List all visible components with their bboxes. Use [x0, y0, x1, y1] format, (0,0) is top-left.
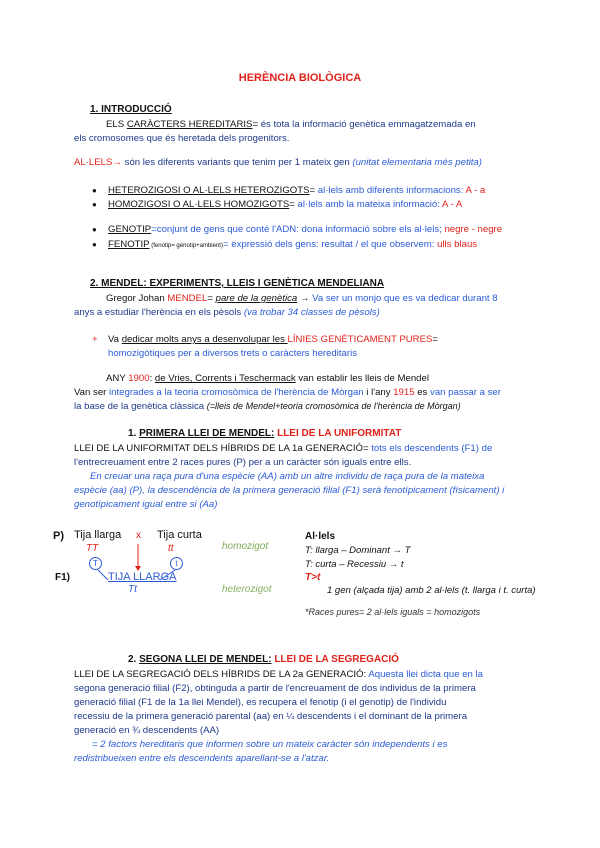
intro-line-1: ELS CARÀCTERS HEREDITARIS= és tota la informació genètica emmagatzemada en: [106, 119, 476, 130]
genotype-TT: TT: [86, 543, 99, 554]
pure-races-note: *Races pures= 2 al·lels iguals = homozigots: [305, 607, 481, 617]
law2-heading: 2. SEGONA LLEI DE MENDEL: LLEI DE LA SEGREGACIÓ: [128, 654, 399, 665]
cross-symbol: x: [136, 530, 141, 541]
section-heading-introduccio: 1. INTRODUCCIÓ: [90, 104, 172, 115]
f1-label: F1): [55, 572, 70, 583]
parental-label: P): [53, 530, 64, 542]
law2-line-1: LLEI DE LA SEGREGACIÓ DELS HÍBRIDS DE LA 2a GENERACIÓ: Aquesta llei dicta que en la: [74, 669, 483, 680]
genotype-Tt: Tt: [128, 584, 137, 595]
heterozigosi-item: HETEROZIGOSI O AL·LELS HETEROZIGOTS= al·lels amb diferents informacions: A - a: [108, 185, 486, 196]
law1-line-2: l'entrecreuament entre 2 races pures (P) per a un caràcter són iguals entre ells.: [74, 457, 412, 468]
heterozigot-label: heterozigot: [222, 584, 272, 595]
plus-marker: +: [92, 334, 98, 345]
integrades-line-2: la base de la genètica clàssica (=lleis de Mendel+teoria cromosòmica de l'herència de Mòrgan): [74, 401, 461, 412]
tall-stem-label: Tija llarga: [74, 529, 122, 541]
any-1900-line: ANY 1900: de Vries, Corrents i Teschermack van establir les lleis de Mendel: [106, 373, 429, 384]
section-heading-mendel: 2. MENDEL: EXPERIMENTS, LLEIS I GENÈTICA MENDELIANA: [90, 278, 385, 289]
gamete-T-circle: T: [89, 557, 102, 570]
f1-tall-stem: TIJA LLARGA: [108, 571, 177, 583]
bullet-icon: ●: [92, 240, 97, 249]
bullet-icon: ●: [92, 200, 97, 209]
law2-explanation-2: redistribueixen entre els descendents aparellant-se a l'atzar.: [74, 753, 330, 764]
law1-example-2: espècie (aa) (P), la descendència de la primera generació filial (F1) serà fenotípicament (físicament) i: [74, 485, 505, 496]
fenotip-item: FENOTIP (fenotip= genotip+ambient)= expressió dels gens: resultat / el que observem: ulls blaus: [108, 239, 478, 250]
page-title: HERÈNCIA BIOLÒGICA: [238, 72, 362, 84]
law1-example-1: En creuar una raça pura d'una espècie (AA) amb un altre individu de raça pura de la mateixa: [90, 471, 485, 482]
integrades-line-1: Van ser integrades a la teoria cromosòmica de l'herència de Mòrgan i l'any 1915 es van passar a ser: [74, 387, 501, 398]
linies-pures-line-2: homozigòtiques per a diversos trets o caràcters hereditaris: [108, 348, 358, 359]
allele-recessive: T: curta – Recessiu → t: [305, 559, 404, 570]
allele-dominant: T: llarga – Dominant → T: [305, 545, 411, 556]
mendel-line-2: anys a estudiar l'herència en els pèsols (va trobar 34 classes de pèsols): [74, 307, 380, 318]
short-stem-label: Tija curta: [157, 529, 202, 541]
law2-explanation-1: = 2 factors hereditaris que informen sobre un mateix caràcter són independents i es: [92, 739, 448, 750]
genotip-item: GENOTIP=conjunt de gens que conté l'ADN: dona informació sobre els al·lels; negre - negre: [108, 224, 503, 235]
arrow-line-left: [98, 570, 108, 580]
alels-definition: AL·LELS→ són les diferents variants que tenim per 1 mateix gen (unitat elementaria més petita): [74, 157, 482, 168]
homozigosi-item: HOMOZIGOSI O AL·LELS HOMOZIGOTS= al·lels amb la mateixa informació: A - A: [108, 199, 463, 210]
law1-example-3: genotípicament igual entre si (Aa): [74, 499, 218, 510]
alels-title: Al·lels: [305, 531, 336, 542]
bullet-icon: ●: [92, 225, 97, 234]
gene-description: 1 gen (alçada tija) amb 2 al·lels (t. llarga i t. curta): [327, 585, 536, 596]
gamete-t-circle: t: [170, 557, 183, 570]
law2-line-2: segona generació filial (F2), obtinguda a partir de l'encreuament de dos individus de la primera: [74, 683, 476, 694]
law2-line-3: generació filial (F1 de la 1a llei Mendel), es recupera el fenotip (i el genotip) de l'individu: [74, 697, 447, 708]
law1-heading: 1. PRIMERA LLEI DE MENDEL: LLEI DE LA UNIFORMITAT: [128, 428, 402, 439]
law1-line-1: LLEI DE LA UNIFORMITAT DELS HÍBRIDS DE LA 1a GENERACIÓ= tots els descendents (F1) de: [74, 443, 493, 454]
mendel-line-1: Gregor Johan MENDEL= pare de la genètica → Va ser un monjo que es va dedicar durant 8: [106, 293, 498, 304]
intro-line-2: els cromosomes que és heretada dels progenitors.: [74, 133, 290, 144]
law2-line-5: generació en ¾ descendents (AA): [74, 725, 220, 736]
homozigot-label: homozigot: [222, 541, 269, 552]
linies-pures-line-1: Va dedicar molts anys a desenvolupar les LÍNIES GENÈTICAMENT PURES=: [108, 334, 438, 345]
genotype-tt: tt: [168, 543, 174, 554]
dominance-relation: T>t: [305, 572, 321, 583]
law2-line-4: recessiu de la primera generació parental (aa) en ¼ descendents i el dominant de la primera: [74, 711, 468, 722]
bullet-icon: ●: [92, 186, 97, 195]
